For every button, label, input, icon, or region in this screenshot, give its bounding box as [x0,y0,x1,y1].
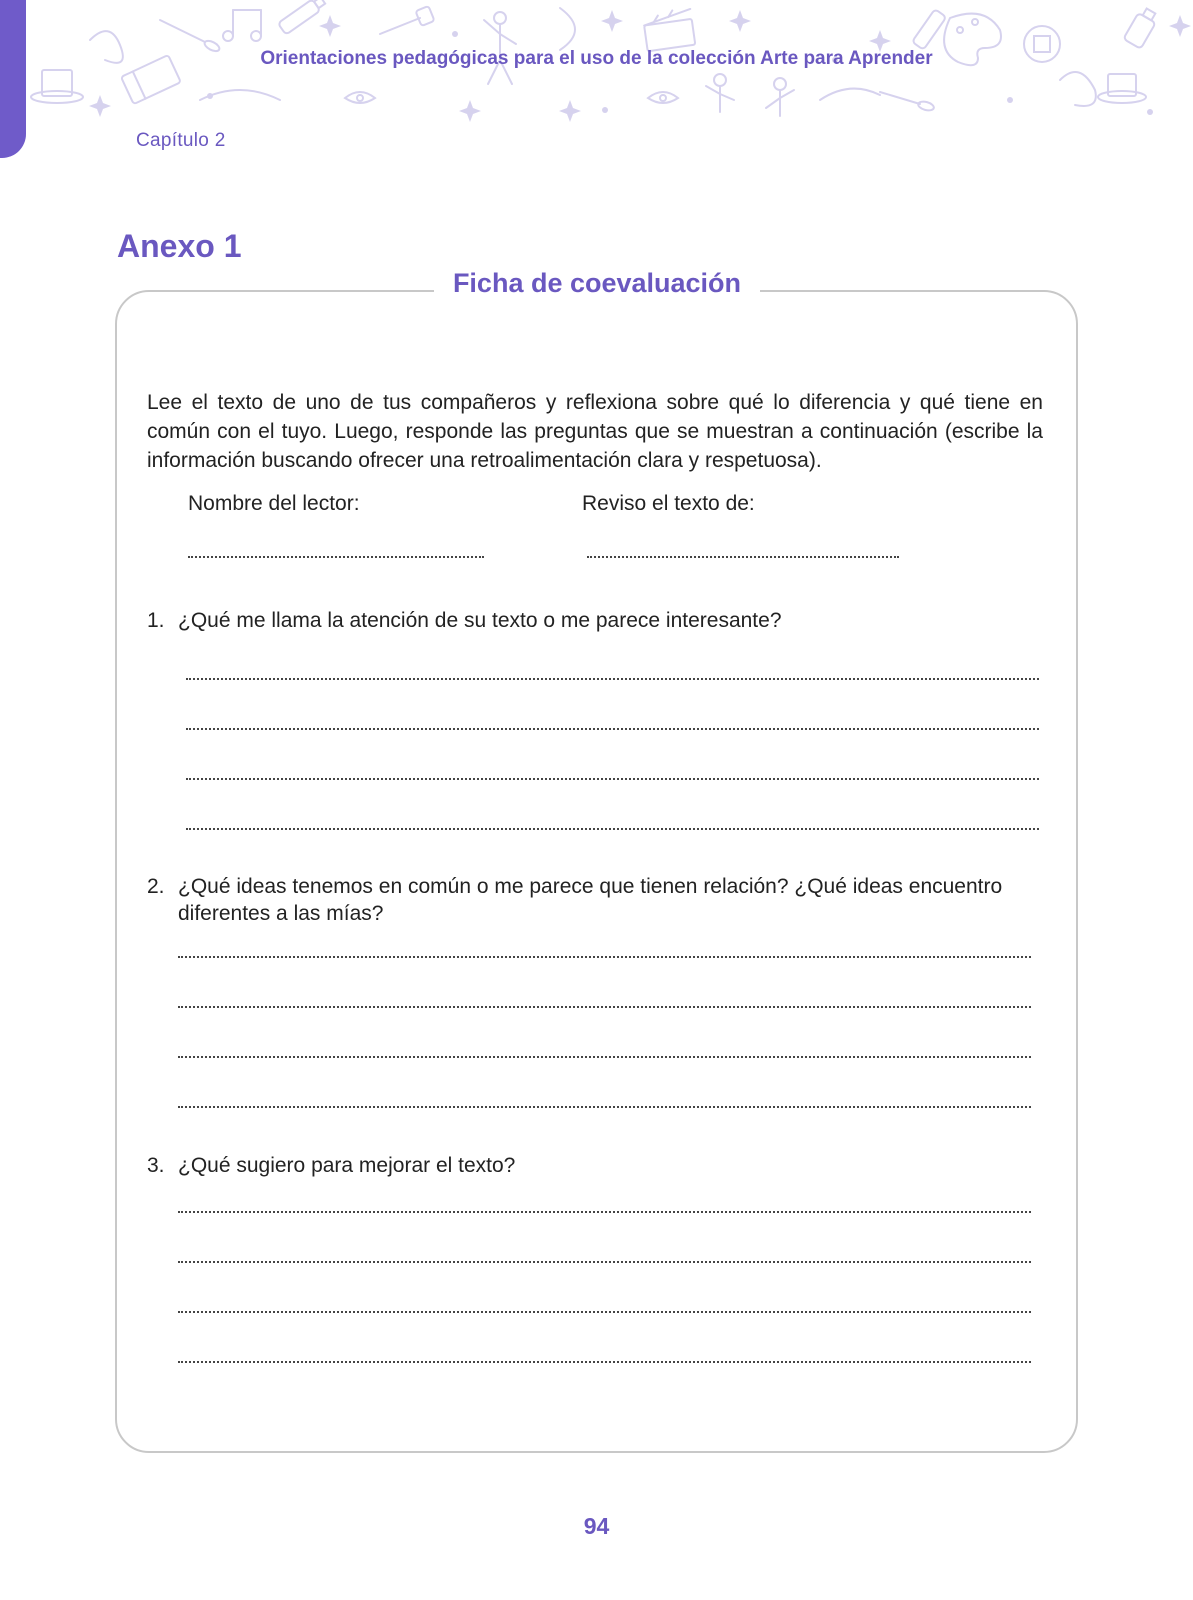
answer-line[interactable] [178,1006,1031,1008]
question-text: ¿Qué me llama la atención de su texto o me parece interesante? [178,609,782,632]
theater-mask-icon [766,78,794,116]
paint-tube-icon [278,0,327,35]
answer-line[interactable] [186,728,1039,730]
answer-line[interactable] [178,1211,1031,1213]
question-number: 1. [147,609,165,632]
paint-tube-icon [1123,6,1159,49]
question-number: 2. [147,875,165,898]
answer-line[interactable] [186,778,1039,780]
reviewed-text-label: Reviso el texto de: [582,492,755,515]
answer-line[interactable] [178,1056,1031,1058]
answer-line[interactable] [178,1311,1031,1313]
answer-line[interactable] [178,1106,1031,1108]
reader-name-line[interactable] [188,556,484,558]
running-title: Orientaciones pedagógicas para el uso de la colección Arte para Aprender [260,48,933,69]
answer-line[interactable] [178,1261,1031,1263]
answer-line[interactable] [178,1361,1031,1363]
annex-title: Anexo 1 [117,228,242,264]
reviewed-text-line[interactable] [587,556,899,558]
top-hat-icon [1098,74,1146,103]
answer-line[interactable] [178,956,1031,958]
theater-mask-icon [706,74,734,112]
card-title: Ficha de coevaluación [434,268,760,299]
instructions-paragraph: Lee el texto de uno de tus compañeros y reflexiona sobre qué lo diferencia y qué tiene en común con el tuyo. Luego, responde las preguntas que se muestran a continuación (escribe la información buscando ofrecer una retroalimentación clara y respetuosa). [147,391,1043,472]
eye-icon [345,92,375,103]
page-number: 94 [583,1513,610,1539]
eye-icon [648,92,678,103]
paintbrush-icon [380,6,434,34]
reader-name-label: Nombre del lector: [188,492,360,515]
top-hat-icon [31,70,83,103]
chapter-side-tab [0,0,26,158]
question-2 [147,873,1047,933]
music-note-icon [223,10,261,41]
clapperboard-icon [643,8,696,51]
question-text: ¿Qué sugiero para mejorar el texto? [178,1154,516,1177]
paintbrush-icon [880,92,935,112]
question-number: 3. [147,1154,165,1177]
answer-line[interactable] [186,828,1039,830]
question-text-line-1: ¿Qué ideas tenemos en común o me parece que tienen relación? ¿Qué ideas encuentro [178,875,1003,898]
chapter-label: Capítulo 2 [136,130,226,151]
question-text-line-2: diferentes a las mías? [178,902,384,925]
answer-line[interactable] [186,678,1039,680]
paint-tube-icon [912,9,946,50]
